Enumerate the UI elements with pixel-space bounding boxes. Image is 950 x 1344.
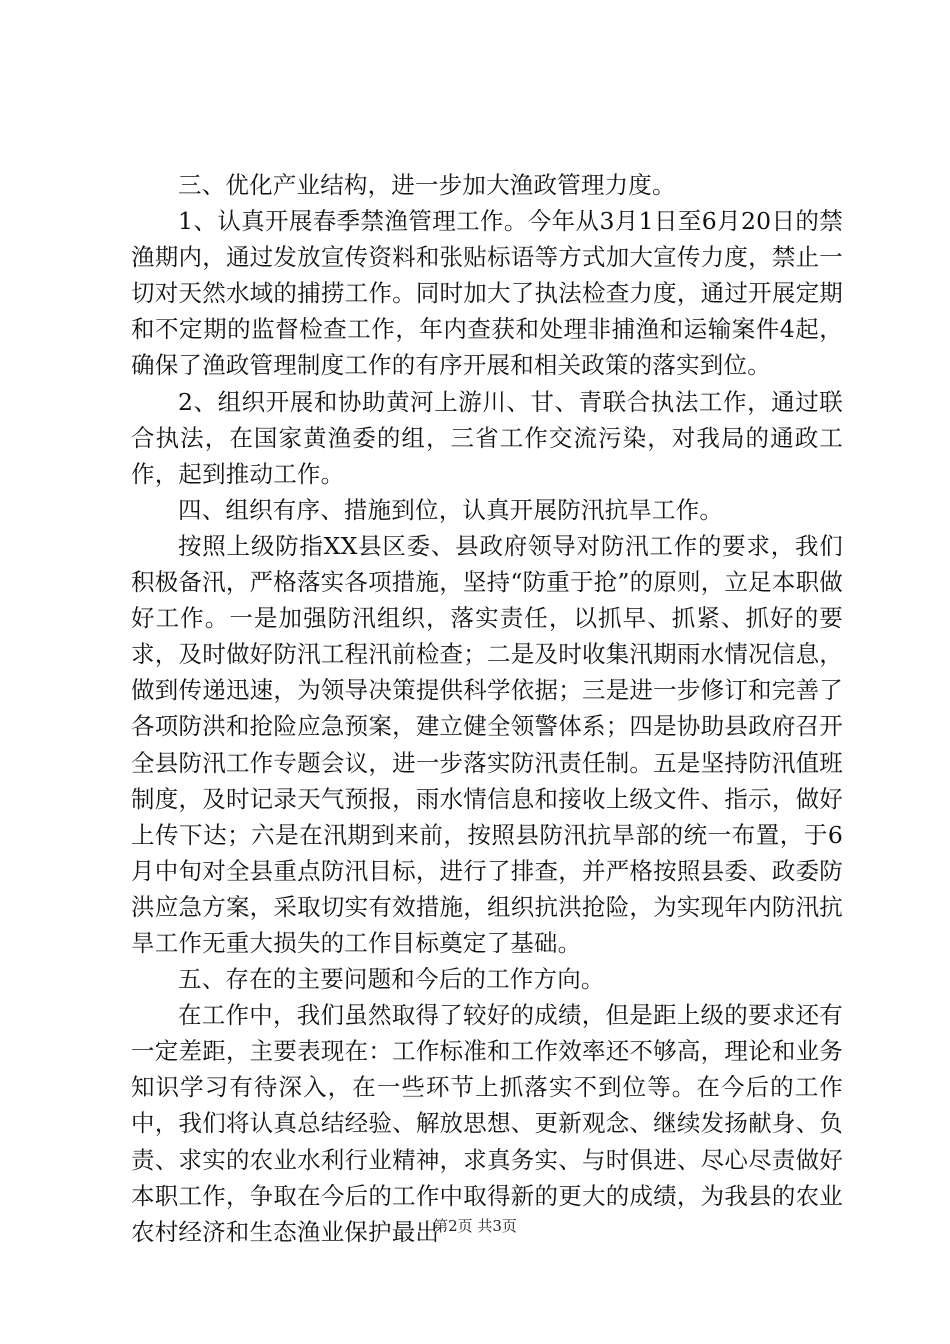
paragraph-joint-enforcement: 2、组织开展和协助黄河上游川、甘、青联合执法工作，通过联合执法，在国家黄渔委的组，三省工作交流污染，对我局的通政工作，起到推动工作。: [131, 387, 843, 488]
paragraph-flood-control: 按照上级防指XX县区委、县政府领导对防汛工作的要求，我们积极备汛，严格落实各项措施，坚持“防重于抢”的原则，立足本职做好工作。一是加强防汛组织，落实责任，以抓早、抓紧、抓好的要求，及时做好防汛工程汛前检查；二是及时收集汛期雨水情况信息，做到传递迅速，为领导决策提供科学依据；三是进一步修订和完善了各项防洪和抢险应急预案，建立健全领警体系；四是协助县政府召开全县防汛工作专题会议，进一步落实防汛责任制。五是坚持防汛值班制度，及时记录天气预报，雨水情信息和接收上级文件、指示，做好上传下达；六是在汛期到来前，按照县防汛抗旱部的统一布置，于6月中旬对全县重点防汛目标，进行了排查，并严格按照县委、政委防洪应急方案，采取切实有效措施，组织抗洪抢险，为实现年内防汛抗旱工作无重大损失的工作目标奠定了基础。: [131, 531, 843, 957]
paragraph-spring-fishing-ban: 1、认真开展春季禁渔管理工作。今年从3月1日至6月20日的禁渔期内，通过发放宣传资料和张贴标语等方式加大宣传力度，禁止一切对天然水域的捕捞工作。同时加大了执法检查力度，通过开展定期和不定期的监督检查工作，年内查获和处理非捕渔和运输案件4起，确保了渔政管理制度工作的有序开展和相关政策的落实到位。: [131, 207, 843, 380]
document-body: [131, 167, 843, 1250]
paragraph-problems-and-direction: 在工作中，我们虽然取得了较好的成绩，但是距上级的要求还有一定差距，主要表现在：工作标准和工作效率还不够高，理论和业务知识学习有待深入，在一些环节上抓落实不到位等。在今后的工作中，我们将认真总结经验、解放思想、更新观念、继续发扬献身、负责、求实的农业水利行业精神，求真务实、与时俱进、尽心尽责做好本职工作，争取在今后的工作中取得新的更大的成绩，为我县的农业农村经济和生态渔业保护最出: [131, 1001, 843, 1246]
section-heading-four: 四、组织有序、措施到位，认真开展防汛抗旱工作。: [178, 495, 724, 524]
section-heading-five: 五、存在的主要问题和今后的工作方向。: [178, 965, 605, 994]
section-heading-three: 三、优化产业结构，进一步加大渔政管理力度。: [178, 171, 676, 199]
page-number-footer: 第2页 共3页: [433, 1217, 517, 1235]
